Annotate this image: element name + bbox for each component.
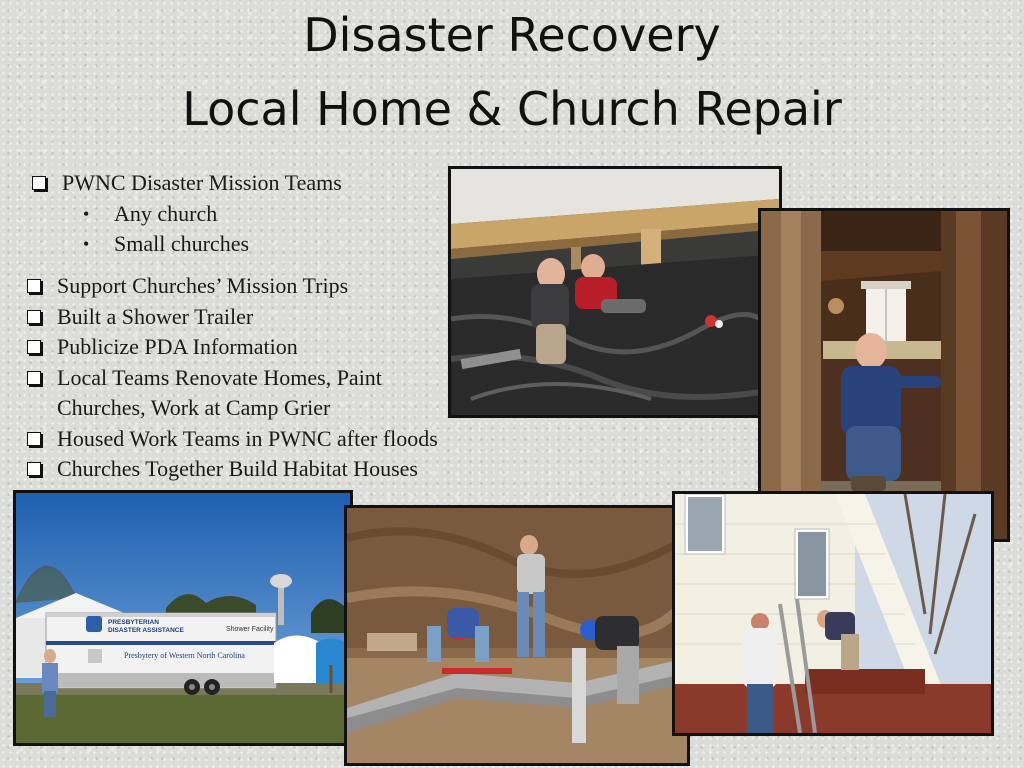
bullet-text: Churches, Work at Camp Grier [57,395,331,420]
checkbox-bullet-icon [27,340,41,354]
bullet-text: Local Teams Renovate Homes, Paint [57,364,382,390]
dot-bullet-icon: • [83,203,90,224]
house-repair-photo [672,491,994,736]
bullet-item [27,454,438,485]
trailer-org-line1: PRESBYTERIAN [108,619,159,626]
sub-bullet-item [32,229,342,260]
checkbox-bullet-icon [27,371,41,385]
bullet-item [27,363,438,394]
bullet-text: Churches Together Build Habitat Houses [57,456,418,481]
bullet-item [27,424,438,455]
checkbox-bullet-icon [27,310,41,324]
sub-bullet-text: Small churches [114,231,250,256]
checkbox-bullet-icon [27,432,41,446]
trailer-presbytery-label: Presbytery of Western North Carolina [124,651,245,660]
slide-title-line1: Disaster Recovery [303,8,721,62]
slide-title-line2: Local Home & Church Repair [182,82,842,136]
bullet-continuation [27,393,438,424]
trailer-facility-label: Shower Facility [226,626,274,633]
bullet-item [32,168,342,199]
checkbox-bullet-icon [32,176,46,190]
mission-teams-list [32,168,342,260]
crawlspace-photo [448,166,782,418]
bullet-text: Built a Shower Trailer [57,303,254,329]
trailer-org-line2: DISASTER ASSISTANCE [108,627,184,634]
bullet-text: Support Churches’ Mission Trips [57,273,349,298]
bullet-item [27,332,438,363]
bullet-text: Publicize PDA Information [57,334,298,359]
sub-bullet-item [32,199,342,230]
foundation-work-photo [344,505,690,766]
bullet-item [27,302,438,333]
checkbox-bullet-icon [27,462,41,476]
bullet-text: PWNC Disaster Mission Teams [62,170,342,195]
shower-trailer-photo [13,490,353,746]
dot-bullet-icon: • [83,234,90,254]
checkbox-bullet-icon [27,279,41,293]
activities-list [27,271,438,485]
bullet-text: Housed Work Teams in PWNC after floods [57,425,438,451]
bullet-item [27,271,438,302]
sub-bullet-text: Any church [114,200,218,226]
